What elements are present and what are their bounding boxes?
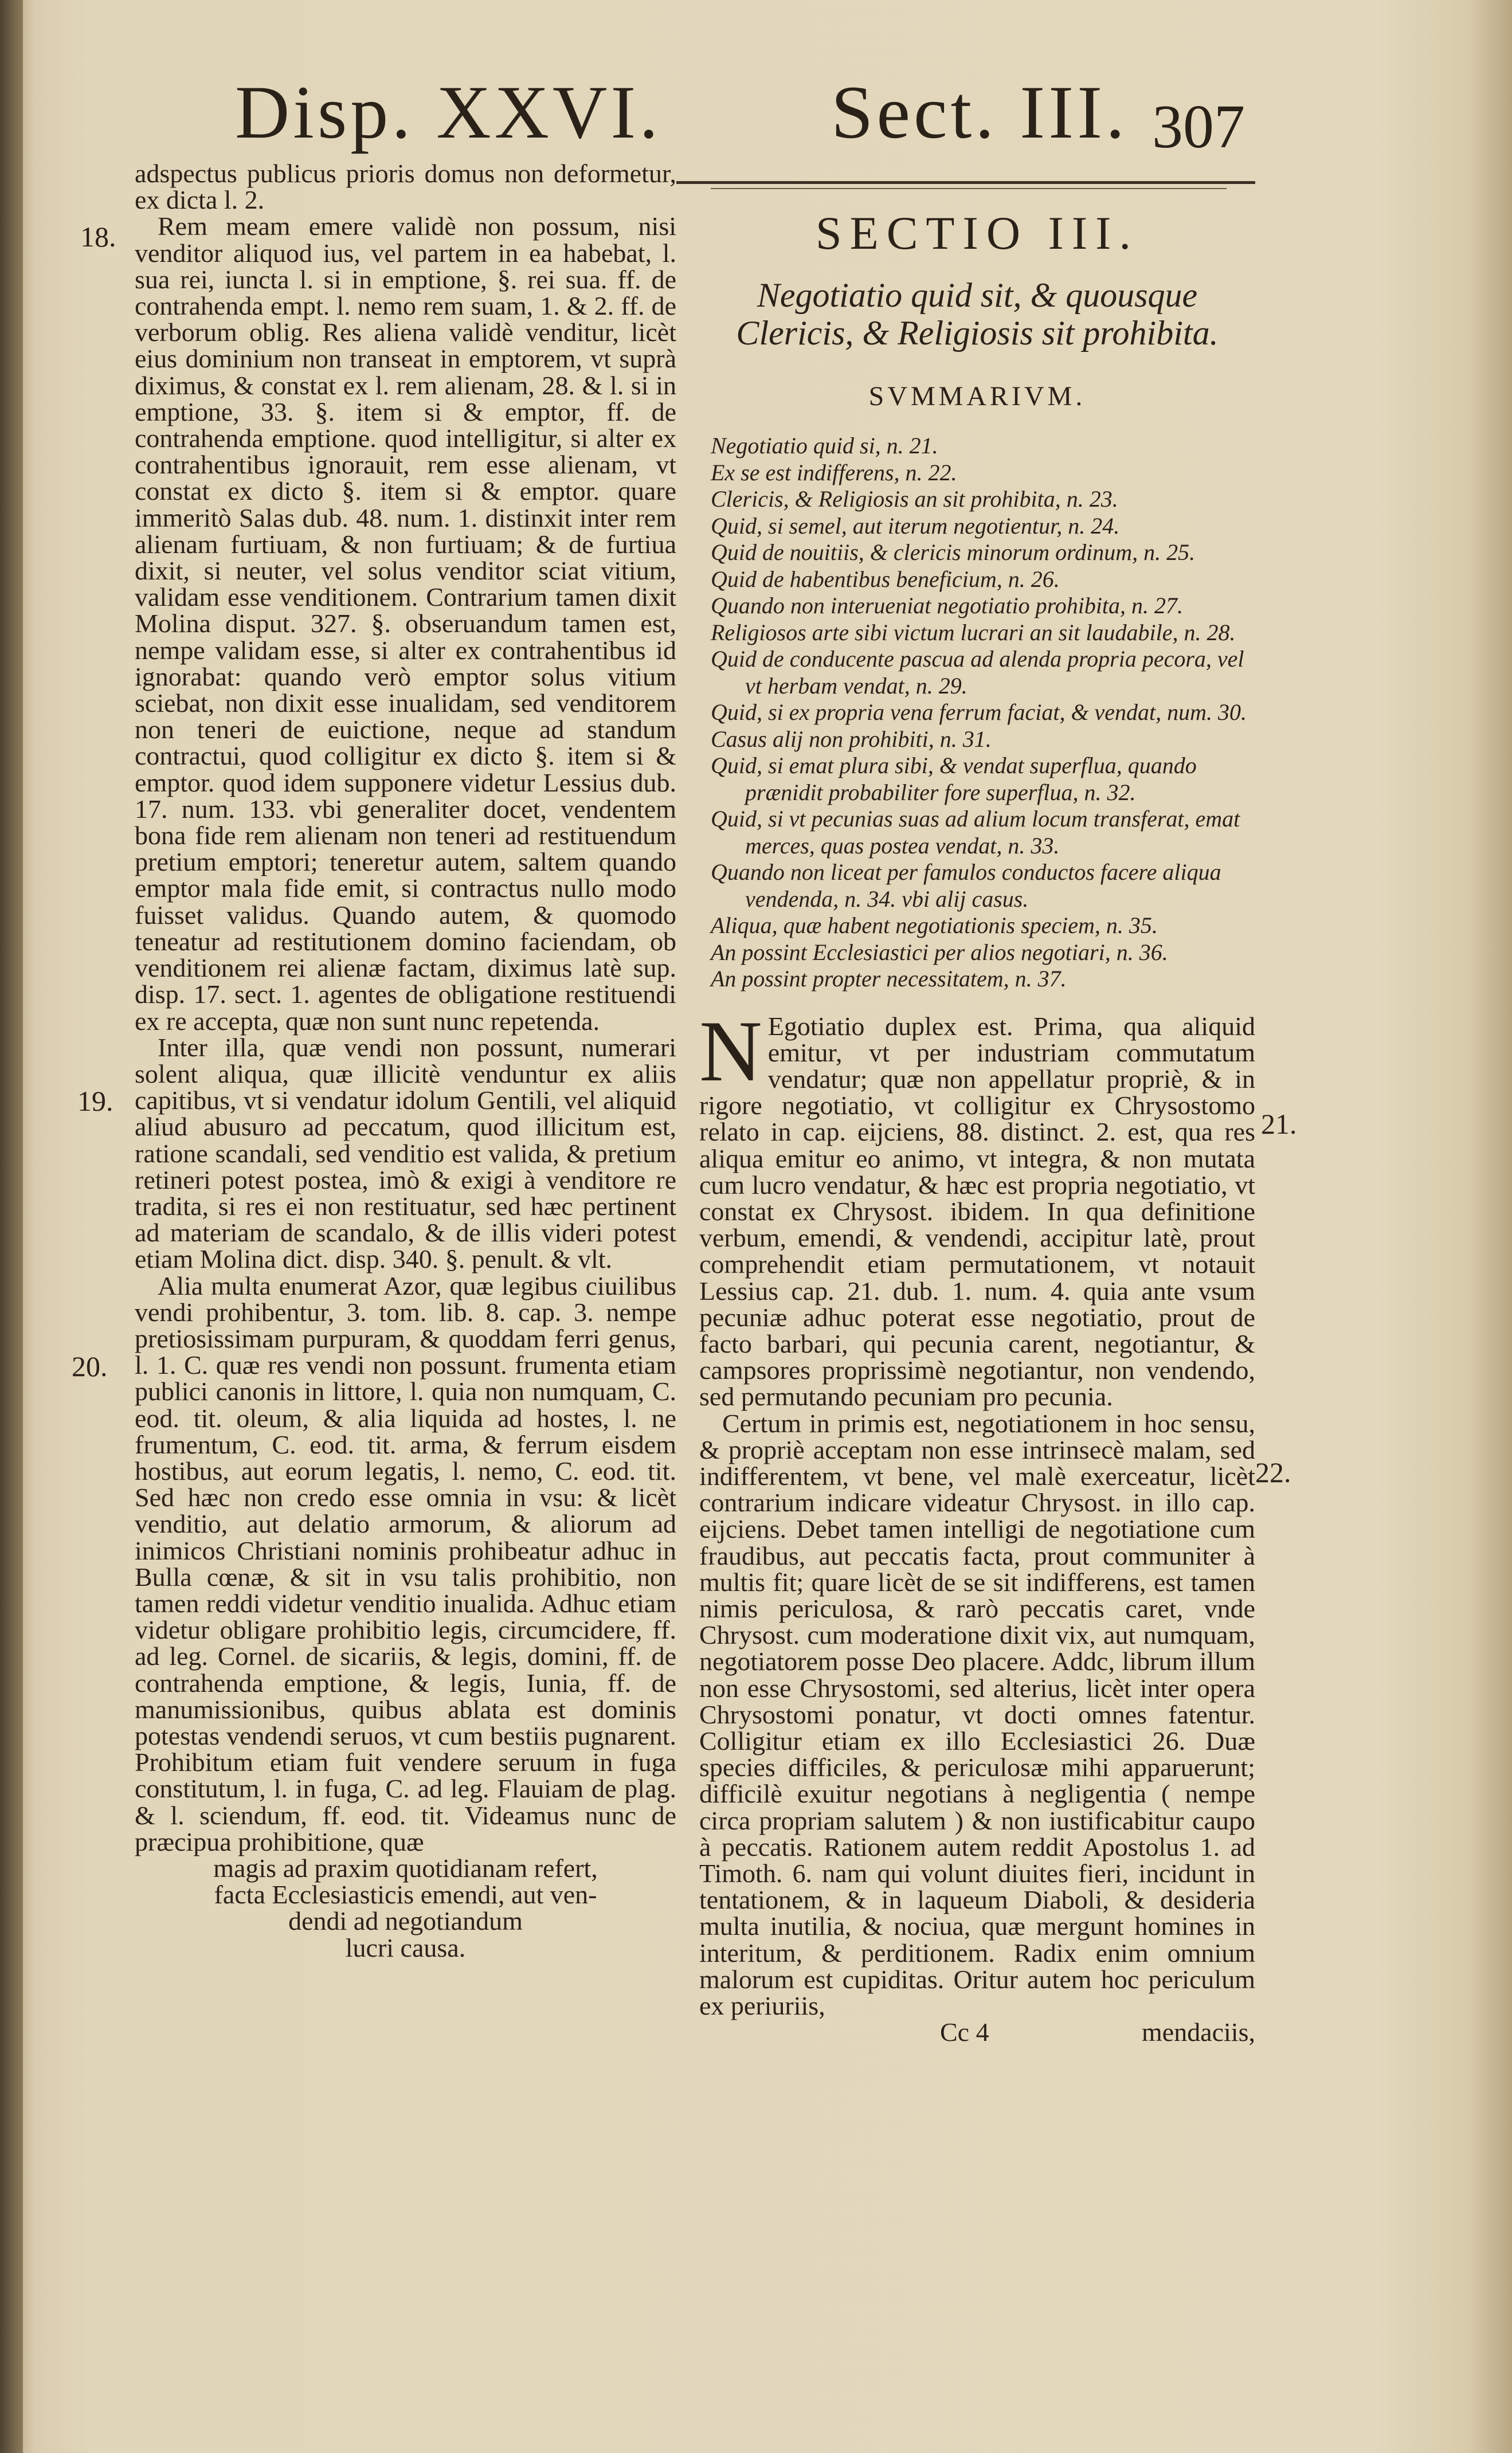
summary-item: Quando non liceat per famulos conductos facere aliqua vendenda, n. 34. vbi alij casus.	[711, 859, 1221, 912]
margin-number-18: 18.	[80, 221, 116, 253]
summary-item: Quid, si ex propria vena ferrum faciat, & vendat, num. 30.	[711, 699, 1247, 725]
summary-item: Quid de habentibus beneficium, n. 26.	[711, 566, 1060, 592]
paragraph-20: Alia multa enumerat Azor, quæ legibus ciuilibus vendi prohibentur, 3. tom. lib. 8. cap. 3. nempe pretiosissimam purpuram, & quoddam ferri genus, l. 1. C. quæ res vendi non possunt. frumenta etiam publici canonis in littore, l. quia non numquam, C. eod. tit. oleum, & alia liquida ad hostes, l. ne frumentum, C. eod. tit. arma, & ferrum eisdem hostibus, aut eorum legatis, l. nemo, C. eod. tit. Sed hæc non credo esse omnia in vsu: & licèt venditio, aut delatio armorum, & aliorum ad inimicos Christiani nominis prohibeatur adhuc in Bulla cœnæ, & sit in vsu talis prohibitio, non tamen reddi videtur venditio inualida. Adhuc etiam videtur obligare prohibitio legis, circumcidere, ff. ad leg. Cornel. de sicariis, & legis, domini, ff. de contrahenda emptione, & legis, Iunia, ff. de manumissionibus, quibus ablata est dominis potestas vendendi seruos, vt cum bestiis pugnarent. Prohibitum etiam fuit vendere seruum in fuga constitutum, l. in fuga, C. ad leg. Flauiam de plag. & l. sciendum, ff. eod. tit. Videamus nunc de præcipua prohibitione, quæ	[135, 1271, 676, 1856]
margin-number-21: 21.	[1261, 1108, 1297, 1140]
summary-item: Quid de conducente pascua ad alenda propria pecora, vel vt herbam vendat, n. 29.	[711, 646, 1244, 699]
paragraph-21	[699, 1002, 1255, 1412]
closing-line: dendi ad negotiandum	[288, 1906, 523, 1936]
summary-item: Quid, si semel, aut iterum negotientur, n. 24.	[711, 512, 1120, 539]
summary-heading: SVMMARIVM.	[868, 381, 1086, 412]
summary-list	[711, 433, 1255, 993]
summary-item: Quando non interueniat negotiatio prohibita, n. 27.	[711, 593, 1184, 618]
closing-line: facta Ecclesiasticis emendi, aut ven-	[214, 1880, 597, 1910]
header-rule	[676, 181, 1255, 184]
paragraph-intro: adspectus publicus prioris domus non deformetur, ex dicta l. 2.	[135, 159, 676, 215]
summary-item: An possint propter necessitatem, n. 37.	[711, 966, 1067, 992]
paragraph-22: Certum in primis est, negotiationem in hoc sensu, & propriè acceptam non esse intrinsecè malam, sed indifferentem, vt bene, vel malè exerceatur, licèt contrarium indicare videatur Chrysost. in illo cap. eijciens. Debet tamen intelligi de negotiatione cum fraudibus, aut peccatis facta, prout communiter à multis fit; quare licèt de se sit indifferens, est tamen nimis periculosa, & rarò peccatis caret, vnde Chrysost. cum moderatione dixit vix, aut numquam, negotiatorem posse Deo placere. Addc, librum illum non esse Chrysostomi, sed alterius, licèt inter opera Chrysostomi ponatur, vt docti omnes fatentur. Colligitur etiam ex illo Ecclesiastici 26. Duæ species difficiles, & periculosæ mihi apparuerunt; difficilè exuitur negotians à negligentia ( nempe circa propriam salutem ) & non iustificabitur caupo à peccatis. Rationem autem reddit Apostolus 1. ad Timoth. 6. nam qui volunt diuites fieri, incidunt in tentationem, & in laqueum Diaboli, & desideria multa inutilia, & nociua, quæ mergunt homines in interitum, & perditionem. Radix enim omnium malorum est cupiditas. Oritur autem hoc periculum ex periuriis,	[699, 1408, 1255, 2021]
running-head-left: Disp. XXVI.	[235, 70, 662, 154]
summary-item: Casus alij non prohibiti, n. 31.	[711, 726, 992, 752]
summary-item: Negotiatio quid si, n. 21.	[711, 433, 938, 459]
margin-number-22: 22.	[1255, 1456, 1291, 1488]
summary-item: An possint Ecclesiastici per alios negotiari, n. 36.	[711, 939, 1168, 965]
paragraph-18: Rem meam emere validè non possum, nisi venditor aliquod ius, vel partem in ea habebat, l. sua rei, iuncta l. si in emptione, §. rei sua. ff. de contrahenda empt. l. nemo rem suam, 1. & 2. ff. de verborum oblig. Res aliena validè venditur, licèt eius dominium non transeat in emptorem, vt suprà diximus, & constat ex l. rem alienam, 28. & l. si in emptione, 33. §. item si & emptor, ff. de contrahenda emptione. quod intelligitur, si alter ex contrahentibus ignorauit, rem esse alienam, vt constat ex dicto §. item si & emptor. quare immeritò Salas dub. 48. num. 1. distinxit inter rem alienam furtiuam, & non furtiuam; & de furtiua dixit, si neuter, vel solus venditor sciat vitium, validam esse venditionem. Contrarium tamen dixit Molina disput. 327. §. obseruandum tamen est, nempe validam esse, si alter ex contrahentibus id ignorabat: quando verò emptor solus vitium sciebat, non dixit esse inualidam, sed venditorem non teneri de euictione, neque ad standum contractui, quod colligitur ex dicto §. item si & emptor. quod idem supponere videtur Lessius dub. 17. num. 133. vbi generaliter docet, vendentem bona fide rem alienam non teneri ad restituendum pretium emptori; teneretur autem, saltem quando emptor mala fide emit, si contractus nullo modo fuisset validus. Quando autem, & quomodo teneatur ad restitutionem domino faciendam, ob venditionem rei alienæ factam, diximus latè sup. disp. 17. sect. 1. agentes de obligatione restituendi ex re accepta, quæ non sunt nunc repetenda.	[135, 211, 676, 1036]
paragraph-19: Inter illa, quæ vendi non possunt, numerari solent aliqua, quæ illicitè venduntur ex aliis capitibus, vt si vendatur idolum Gentili, vel aliquid aliud abusuro ad peccatum, quod illicitum est, ratione scandali, sed venditio est valida, & pretium retineri potest postea, imò & exigi à venditore re tradita, si res ei non restituatur, sed hæc pertinent ad materiam de scandalo, & de illis videri potest etiam Molina dict. disp. 340. §. penult. & vlt.	[135, 1032, 676, 1274]
book-gutter	[0, 0, 23, 2453]
margin-number-19: 19.	[77, 1085, 113, 1117]
running-head-center: Sect. III.	[831, 70, 1129, 154]
left-column	[135, 160, 676, 1961]
paragraph-21-text: Egotiatio duplex est. Prima, qua aliquid emitur, vt per industriam commutatum vendatur; quæ non appellatur propriè, & in rigore negotiatio, vt colligitur ex Chrysostomo relato in cap. eijciens, 88. distinct. 2. est, qua res aliqua emitur eo animo, vt integra, & non mutata cum lucro vendatur, & hæc est propria negotiatio, vt constat ex Chrysost. ibidem. In qua definitione verbum, emendi, & vendendi, accipitur latè, prout comprehendit etiam permutationem, vt notauit Lessius cap. 21. dub. 1. num. 4. quia ante vsum pecuniæ adhuc poterat esse negotiatio, prout de facto barbari, qui pecunia carent, negotiantur, & campsores proprissimè negotiantur, non vendendo, sed permutando pecuniam pro pecunia.	[699, 1011, 1255, 1412]
signature-mark: Cc 4	[940, 2017, 989, 2047]
page-footer	[699, 2019, 1255, 2046]
page-number: 307	[1152, 93, 1245, 161]
summary-item: Ex se est indifferens, n. 22.	[711, 459, 957, 485]
summary-item: Religiosos arte sibi victum lucrari an sit laudabile, n. 28.	[711, 619, 1236, 645]
header-rule-thin	[711, 188, 1227, 189]
section-subtitle: Negotiatio quid sit, & quousque Clericis, & Religiosis sit prohibita.	[736, 276, 1219, 352]
closing-text-block	[135, 1855, 676, 1961]
summary-item: Quid, si emat plura sibi, & vendat superflua, quando prænidit probabiliter fore superflua, n. 32.	[711, 753, 1197, 805]
section-title: SECTIO III.	[816, 207, 1139, 259]
summary-item: Aliqua, quæ habent negotiationis speciem, n. 35.	[711, 912, 1158, 938]
margin-number-20: 20.	[72, 1350, 108, 1382]
catchword: mendaciis,	[1142, 2017, 1255, 2047]
right-column	[699, 206, 1255, 2046]
summary-item: Quid, si vt pecunias suas ad alium locum transferat, emat merces, quas postea vendat, n. 33.	[711, 806, 1240, 859]
summary-item: Clericis, & Religiosis an sit prohibita, n. 23.	[711, 486, 1118, 512]
closing-line: lucri causa.	[345, 1933, 466, 1962]
summary-item: Quid de nouitiis, & clericis minorum ordinum, n. 25.	[711, 539, 1196, 565]
right-body-text	[699, 1002, 1255, 2047]
drop-cap: N	[699, 1002, 762, 1099]
closing-line: magis ad praxim quotidianam refert,	[213, 1854, 598, 1883]
